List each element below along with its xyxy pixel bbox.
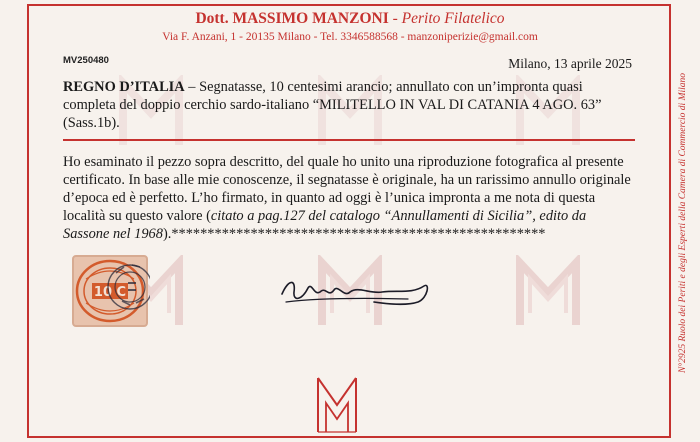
description-lead: REGNO D’ITALIA xyxy=(63,79,185,95)
catalog-citation: citato a pag.127 del catalogo “Annullamenti di Sicilia”, edito da Sassone nel 1968 xyxy=(63,208,587,242)
stamp-value: 10 C xyxy=(93,285,127,300)
letterhead xyxy=(0,10,700,43)
expert-address: Via F. Anzani, 1 - 20135 Milano - Tel. 3346588568 - manzoniperizie@gmail.com xyxy=(162,31,538,43)
statement-end: ).**************************************************** xyxy=(162,226,546,242)
header-separator: - xyxy=(388,10,402,27)
mm-monogram-icon xyxy=(315,375,359,435)
stamp-photo xyxy=(70,253,150,329)
certificate-id: MV250480 xyxy=(63,55,109,66)
expert-name: Dott. MASSIMO MANZONI xyxy=(195,10,389,27)
side-registration-text: N°2925 Ruolo dei Periti e degli Esperti della Camera di Commercio di Milano xyxy=(678,72,688,374)
description-text: – Segnatasse, 10 centesimi arancio; annullato con un’impronta quasi completa del doppio cerchio sardo-italiano “MILITELLO IN VAL DI CATANIA 4 AGO. 63” (Sass.1b). xyxy=(63,79,602,131)
expert-role: Perito Filatelico xyxy=(401,10,505,27)
item-description xyxy=(63,78,635,132)
certificate-statement xyxy=(63,153,635,243)
expert-signature xyxy=(278,272,438,312)
statement-text: Ho esaminato il pezzo sopra descritto, del quale ho unito una riproduzione fotografica al presente certificato. In base alle mie conoscenze, il segnatasse è originale, ha un rarissimo annullo originale d’epoca ed è perfetto. L’ho firmato, in quanto ad oggi è l’unica impronta a me nota di questa località su questo valore ( xyxy=(63,154,631,224)
divider xyxy=(63,139,635,141)
dateline: Milano, 13 aprile 2025 xyxy=(508,56,632,71)
